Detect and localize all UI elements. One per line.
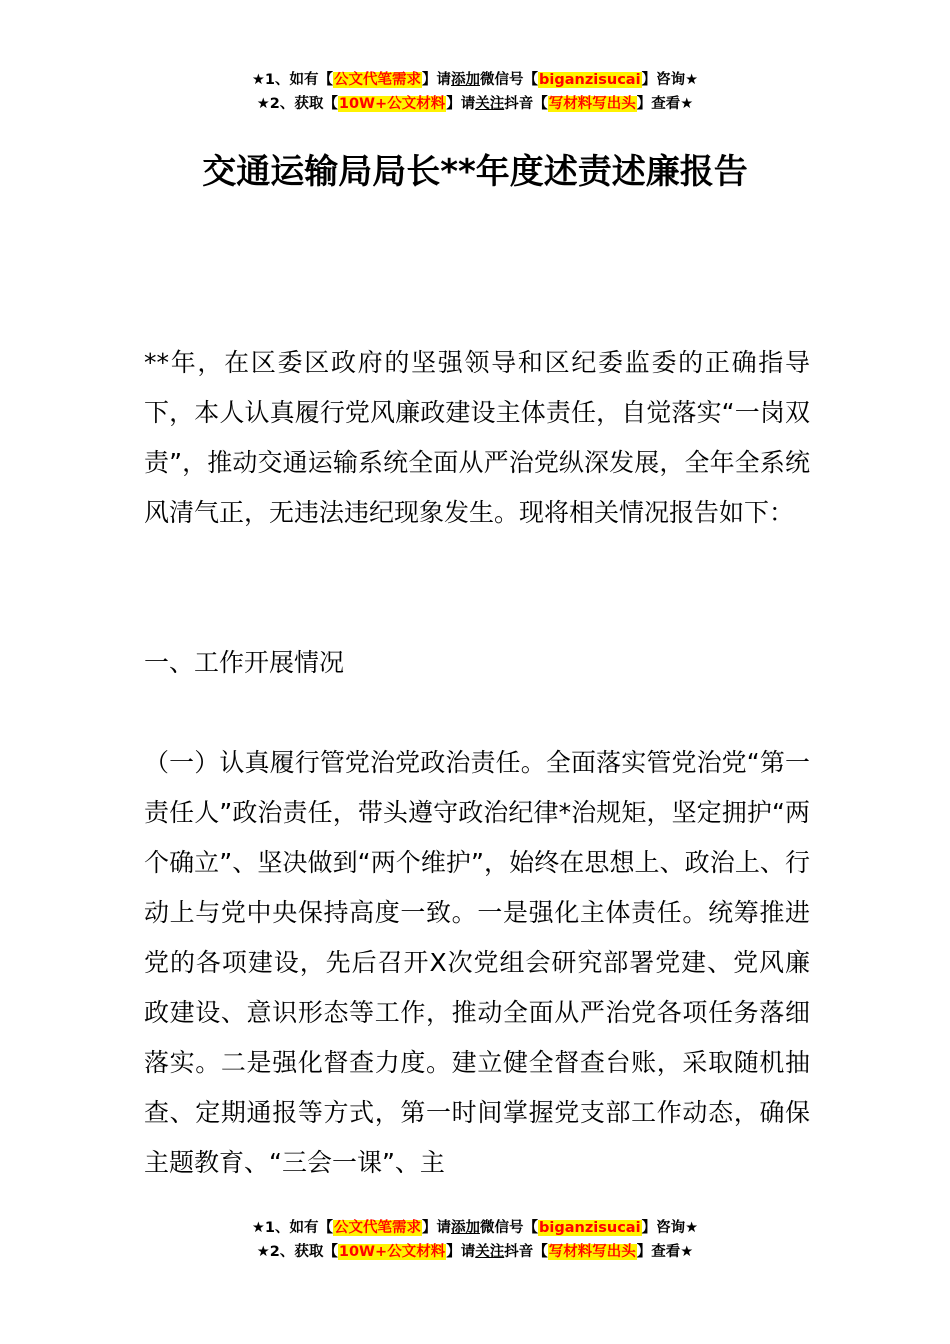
highlight-materials: 10W+公文材料 — [338, 1244, 446, 1260]
highlight-wechat-id: biganzisucai — [539, 72, 641, 88]
document-title: 交通运输局局长**年度述责述廉报告 — [202, 152, 748, 192]
banner-text: 】查看★ — [636, 96, 694, 112]
banner-text: 】请 — [422, 1220, 452, 1236]
intro-paragraph: **年，在区委区政府的坚强领导和区纪委监委的正确指导下，本人认真履行党风廉政建设主体责任，自觉落实“一岗双责”，推动交通运输系统全面从严治党纵深发展，全年全系统风清气正，无违法违纪现象发生。现将相关情况报告如下： — [144, 348, 810, 527]
section-heading-block — [144, 638, 810, 688]
underlined-follow: 关注 — [475, 96, 505, 112]
body-paragraph: （一）认真履行管党治党政治责任。全面落实管党治党“第一责任人”政治责任，带头遵守政治纪律*治规矩，坚定拥护“两个确立”、坚决做到“两个维护”，始终在思想上、政治上、行动上与党中央保持高度一致。一是强化主体责任。统筹推进党的各项建设，先后召开X次党组会研究部署党建、党风廉政建设、意识形态等工作，推动全面从严治党各项任务落细落实。二是强化督查力度。建立健全督查台账，采取随机抽查、定期通报等方式，第一时间掌握党支部工作动态，确保主题教育、“三会一课”、主 — [144, 748, 810, 1177]
banner-text: 抖音【 — [504, 96, 548, 112]
banner-text: ★1、如有【 — [251, 72, 334, 88]
body-paragraph-block — [144, 738, 810, 1188]
banner-text: ★1、如有【 — [251, 1220, 334, 1236]
highlight-service: 公文代笔需求 — [334, 72, 422, 88]
banner-text: 】咨询★ — [641, 1220, 699, 1236]
highlight-wechat-id: biganzisucai — [539, 1220, 641, 1236]
banner-text: 】请 — [446, 1244, 476, 1260]
highlight-douyin-id: 写材料写出头 — [548, 96, 636, 112]
highlight-douyin-id: 写材料写出头 — [548, 1244, 636, 1260]
banner-line-2 — [0, 92, 950, 116]
header-banner — [0, 68, 950, 116]
banner-text: 微信号【 — [480, 72, 539, 88]
banner-line-1 — [0, 68, 950, 92]
highlight-service: 公文代笔需求 — [334, 1220, 422, 1236]
highlight-materials: 10W+公文材料 — [338, 96, 446, 112]
banner-line-2 — [0, 1240, 950, 1264]
banner-text: 】咨询★ — [641, 72, 699, 88]
banner-text: 微信号【 — [480, 1220, 539, 1236]
banner-text: ★2、获取【 — [256, 1244, 338, 1260]
banner-text: 】请 — [446, 96, 476, 112]
banner-text: 】查看★ — [636, 1244, 694, 1260]
underlined-follow: 关注 — [475, 1244, 505, 1260]
underlined-add: 添加 — [451, 72, 481, 88]
intro-paragraph-block — [144, 338, 810, 538]
banner-text: 抖音【 — [504, 1244, 548, 1260]
footer-banner — [0, 1216, 950, 1264]
banner-line-1 — [0, 1216, 950, 1240]
banner-text: ★2、获取【 — [256, 96, 338, 112]
banner-text: 】请 — [422, 72, 452, 88]
section-heading: 一、工作开展情况 — [144, 648, 345, 677]
underlined-add: 添加 — [451, 1220, 481, 1236]
